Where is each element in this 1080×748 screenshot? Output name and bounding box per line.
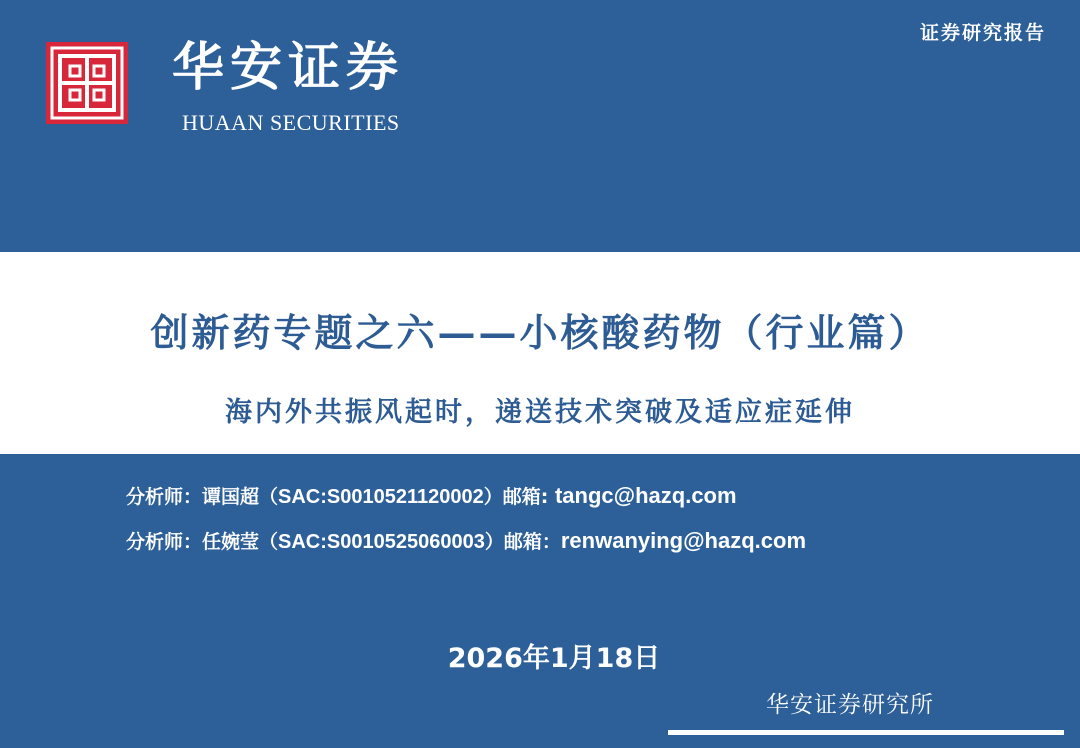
analyst-email[interactable]: tangc@hazq.com: [554, 483, 737, 508]
analyst-sac-number: SAC:S0010521120002: [278, 486, 484, 508]
analyst-email-label: ）邮箱:: [483, 486, 555, 508]
report-date: 2026年1月18日: [447, 643, 661, 674]
company-logo-english: HUAAN SECURITIES: [182, 110, 400, 135]
footer-divider: [668, 730, 1064, 735]
report-type-label: 证券研究报告: [919, 22, 1046, 44]
analyst-email-label: ）邮箱：: [484, 531, 561, 553]
report-subtitle: 海内外共振风起时，递送技术突破及适应症延伸: [225, 397, 855, 428]
huaan-seal-logo-icon: [46, 42, 128, 124]
institute-name: 华安证券研究所: [766, 692, 934, 718]
analyst-line: [126, 482, 737, 509]
analyst-email[interactable]: renwanying@hazq.com: [560, 528, 807, 553]
company-logo-chinese: 华安证券: [172, 37, 405, 98]
report-title: 创新药专题之六——小核酸药物（行业篇）: [150, 310, 930, 355]
analyst-line: [126, 527, 806, 554]
analyst-sac-number: SAC:S0010525060003: [278, 531, 485, 553]
analyst-label: 分析师：任婉莹（: [126, 531, 279, 553]
header-band: [0, 0, 1080, 252]
analyst-label: 分析师：谭国超（: [126, 486, 279, 508]
